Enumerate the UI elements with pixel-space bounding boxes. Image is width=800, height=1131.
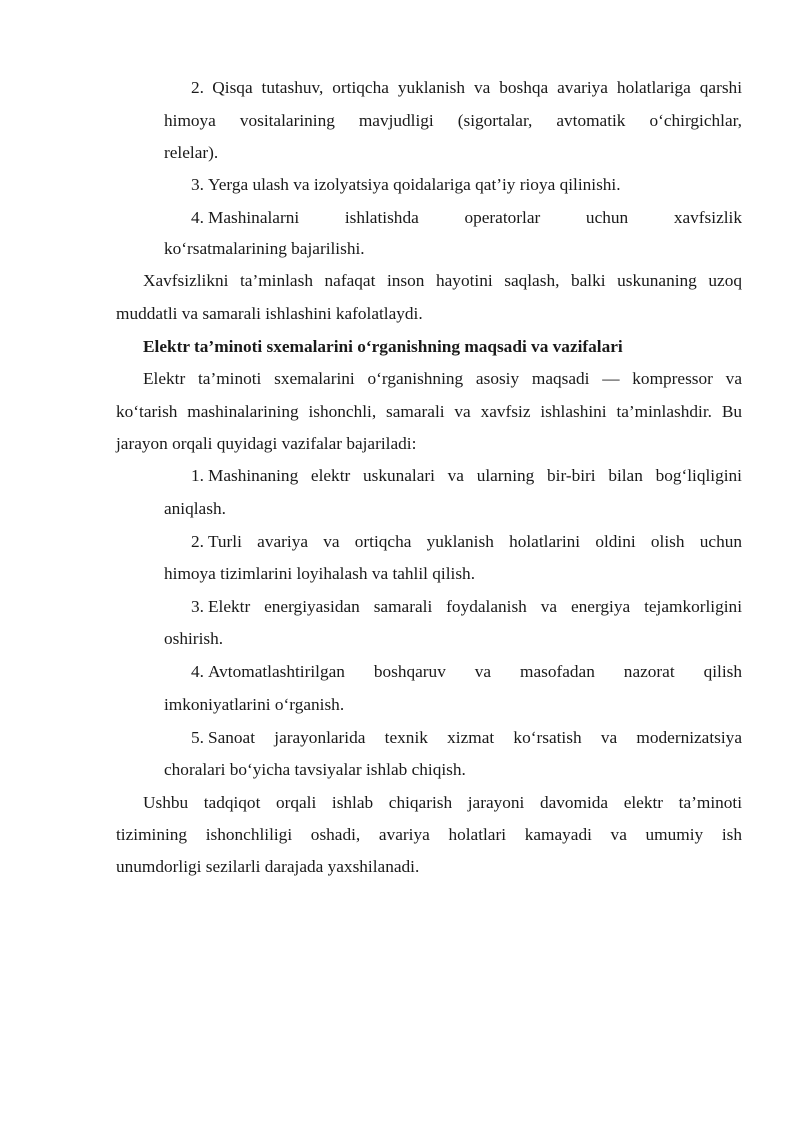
list-item-4-line-1 (191, 207, 742, 229)
task-2-line-2 (164, 563, 475, 585)
paragraph-3-line-3 (116, 856, 419, 878)
list-item-4-number: 4. (191, 208, 204, 227)
paragraph-3-line-1 (143, 792, 742, 814)
paragraph-2-text-1: Elektr ta’minoti sxemalarini o‘rganishning asosiy maqsadi — kompressor va (143, 369, 742, 388)
task-3-text-2: oshirish. (164, 629, 224, 648)
task-1-text-2: aniqlash. (164, 499, 226, 518)
task-2-text-2: himoya tizimlarini loyihalash va tahlil qilish. (164, 564, 476, 583)
list-item-2-line-3 (164, 142, 218, 164)
paragraph-1-text-2: muddatli va samarali ishlashini kafolatlaydi. (116, 304, 423, 323)
paragraph-1-line-2 (116, 303, 423, 325)
paragraph-3-text-2: tizimining ishonchliligi oshadi, avariya holatlari kamayadi va umumiy ish (116, 825, 742, 844)
task-2-line-1 (191, 531, 742, 553)
list-item-2-text-1: Qisqa tutashuv, ortiqcha yuklanish va boshqa avariya holatlariga qarshi (212, 78, 742, 97)
paragraph-2-line-3 (116, 433, 416, 455)
paragraph-3-text-3: unumdorligi sezilarli darajada yaxshilanadi. (116, 857, 420, 876)
task-3-line-2 (164, 628, 223, 650)
task-4-line-2 (164, 694, 344, 716)
section-heading (143, 336, 623, 358)
list-item-2-number: 2. (191, 78, 204, 97)
task-5-line-1 (191, 727, 742, 749)
paragraph-2-line-2 (116, 401, 742, 423)
task-3-text-1: Elektr energiyasidan samarali foydalanish va energiya tejamkorligini (207, 597, 742, 616)
task-3-line-1 (191, 596, 742, 618)
task-5-number: 5. (191, 728, 204, 747)
task-2-number: 2. (191, 532, 204, 551)
paragraph-3-text-1: Ushbu tadqiqot orqali ishlab chiqarish jarayoni davomida elektr ta’minoti (143, 793, 742, 812)
task-5-text-1: Sanoat jarayonlarida texnik xizmat ko‘rsatish va modernizatsiya (207, 728, 742, 747)
list-item-2-line-1 (191, 77, 742, 99)
task-4-text-1: Avtomatlashtirilgan boshqaruv va masofadan nazorat qilish (207, 662, 742, 681)
task-5-line-2 (164, 759, 466, 781)
paragraph-2-text-3: jarayon orqali quyidagi vazifalar bajariladi: (116, 434, 417, 453)
paragraph-3-line-2 (116, 824, 742, 846)
task-1-line-2 (164, 498, 226, 520)
paragraph-2-line-1 (143, 368, 742, 390)
list-item-2-text-2: himoya vositalarining mavjudligi (sigortalar, avtomatik o‘chirgichlar, (164, 111, 742, 130)
list-item-4-line-2 (164, 238, 365, 260)
task-3-number: 3. (191, 597, 204, 616)
task-1-number: 1. (191, 466, 204, 485)
task-5-text-2: choralari bo‘yicha tavsiyalar ishlab chiqish. (164, 760, 466, 779)
paragraph-2-text-2: ko‘tarish mashinalarining ishonchli, samarali va xavfsiz ishlashini ta’minlashdir. Bu (116, 402, 742, 421)
task-2-text-1: Turli avariya va ortiqcha yuklanish holatlarini oldini olish uchun (207, 532, 742, 551)
paragraph-1-text-1: Xavfsizlikni ta’minlash nafaqat inson hayotini saqlash, balki uskunaning uzoq (143, 271, 742, 290)
list-item-2-text-3: relelar). (164, 143, 219, 162)
list-item-3-text-1: Yerga ulash va izolyatsiya qoidalariga qat’iy rioya qilinishi. (207, 175, 621, 194)
list-item-4-text-1: Mashinalarni ishlatishda operatorlar uchun xavfsizlik (207, 208, 742, 227)
section-heading-text: Elektr ta’minoti sxemalarini o‘rganishning maqsadi va vazifalari (143, 337, 623, 356)
paragraph-1-line-1 (143, 270, 742, 292)
task-4-line-1 (191, 661, 742, 683)
task-1-line-1 (191, 465, 742, 487)
list-item-3-number: 3. (191, 175, 204, 194)
task-1-text-1: Mashinaning elektr uskunalari va ularning bir-biri bilan bog‘liqligini (207, 466, 742, 485)
list-item-2-line-2 (164, 110, 742, 132)
task-4-text-2: imkoniyatlarini o‘rganish. (164, 695, 345, 714)
list-item-4-text-2: ko‘rsatmalarining bajarilishi. (164, 239, 365, 258)
task-4-number: 4. (191, 662, 204, 681)
list-item-3-line-1 (191, 174, 621, 196)
